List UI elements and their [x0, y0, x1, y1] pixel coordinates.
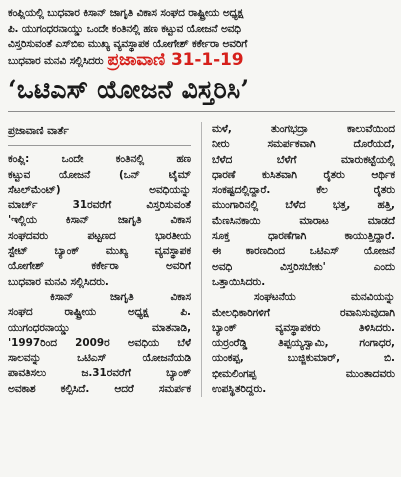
text-line: ಮೆಣಸಿನಕಾಯಿ ಮಾರಾಟ ಮಾಡದೆ [211, 214, 395, 227]
left-column [8, 122, 191, 397]
text-line: ನೀರು ಸಮರ್ಪಕವಾಗಿ ದೊರೆಯದೆ, [211, 138, 395, 151]
text-line: ಯೋಗೇಶ್ ಕರ್ಕೇರಾ ಅವರಿಗೆ [8, 260, 192, 273]
text-line: ಯಂಕಪ್ಪ, ಬುಜ್ಜಿಕುಮಾರ್, ಬಿ. [211, 352, 395, 365]
text-line: ಕಿಸಾನ್ ಜಾಗೃತಿ ವಿಕಾಸ [50, 290, 192, 303]
text-line: 'ಇಲ್ಲಿಯ ಕಿಸಾನ್ ಜಾಗೃತಿ ವಿಕಾಸ [8, 214, 192, 227]
text-line: ಸಾಲವನ್ನು ಒಟಿಎಸ್ ಯೋಜನೆಯಡಿ [8, 352, 192, 365]
caption-line: ಕಂಪ್ಲಿಯಲ್ಲಿ ಬುಧವಾರ ಕಿಸಾನ್ ಜಾಗೃತಿ ವಿಕಾಸ ಸಂಘದ ರಾಷ್ಟ್ರೀಯ ಅಧ್ಯಕ್ಷ [8, 7, 244, 19]
text-line: ಅವಧಿ ವಿಸ್ತರಿಸಬೇಕು' ಎಂದು [211, 260, 395, 273]
article-body [8, 122, 395, 397]
headline-rule [8, 111, 395, 112]
text-line: ಸ್ಟೇಟ್ ಬ್ಯಾಂಕ್ ಮುಖ್ಯ ವ್ಯವಸ್ಥಾಪಕ [8, 245, 192, 258]
text-line: ಕಟ್ಟುವ ಯೋಜನೆ (ಒನ್ ಟೈಮ್ [8, 168, 192, 181]
text-line: ಬೆಳೆದ ಬೆಳೆಗೆ ಮಾರುಕಟ್ಟೆಯಲ್ಲಿ [211, 153, 395, 166]
text-line: ಕಂಪ್ಲಿ: ಒಂದೇ ಕಂತಿನಲ್ಲಿ ಹಣ [8, 153, 192, 166]
caption-line: ಬುಧವಾರ ಮನವಿ ಸಲ್ಲಿಸಿದರು [8, 54, 104, 67]
text-line: ಯುಗಂಧರನಾಯ್ಡು ಮಾತನಾಡಿ, [8, 321, 192, 334]
text-line: ಮಳೆ, ತುಂಗಭದ್ರಾ ಕಾಲುವೆಯಿಂದ [211, 123, 395, 135]
text-line: ಒತ್ತಾಯಿಸಿದರು. [211, 275, 266, 288]
text-line: ಸಂಘದ ರಾಷ್ಟ್ರೀಯ ಅಧ್ಯಕ್ಷ ಪಿ. [8, 306, 192, 319]
text-line: ಉಪಸ್ಥಿತರಿದ್ದರು. [211, 383, 267, 396]
text-line: ಸಂಘಟನೆಯ ಮನವಿಯನ್ನು [253, 291, 395, 304]
text-line: ಪಾವತಿಸಲು ಜ.31ರವರೆಗೆ ಬ್ಯಾಂಕ್ [8, 367, 192, 380]
text-line: ಈ ಕಾರಣದಿಂದ ಒಟಿಎಸ್ ಯೋಜನೆ [211, 245, 395, 258]
text-line: ಅವಕಾಶ ಕಲ್ಪಿಸಿದೆ. ಆದರೆ ಸಮರ್ಪಕ [8, 382, 192, 395]
byline: ಪ್ರಜಾವಾಣಿ ವಾರ್ತೆ [8, 125, 69, 137]
text-line: ಬುಧವಾರ ಮನವಿ ಸಲ್ಲಿಸಿದರು. [8, 275, 109, 288]
caption-line-with-stamp [8, 49, 395, 70]
text-line: ಸಂಘದವರು ಪಟ್ಟಣದ ಭಾರತೀಯ [8, 229, 192, 242]
right-column [212, 122, 395, 397]
source-date-stamp: ಪ್ರಜಾವಾಣಿ 31-1-19 [107, 49, 244, 70]
headline: ‘ಒಟಿಎಸ್ ಯೋಜನೆ ವಿಸ್ತರಿಸಿ’ [8, 75, 250, 104]
text-line: ಮುಂಗಾರಿನಲ್ಲಿ ಬೆಳೆದ ಭತ್ತ, ಹತ್ತಿ, [211, 199, 395, 212]
text-line: ಧಾರಣೆ ಕುಸಿತವಾಗಿ ರೈತರು ಆರ್ಥಿಕ [211, 168, 395, 181]
text-line: ಮೇಲಧಿಕಾರಿಗಳಿಗೆ ರವಾನಿಸುವುದಾಗಿ [211, 306, 395, 319]
text-line: '1997ರಿಂದ 2009ರ ಅವಧಿಯ ಬೆಳೆ [8, 336, 192, 349]
byline-rule [8, 145, 191, 146]
photo-caption [8, 6, 395, 69]
text-line: ಸೆಟಲ್‌ಮೆಂಟ್) ಅವಧಿಯನ್ನು [8, 183, 192, 196]
text-line: ಬ್ಯಾಂಕ್ ವ್ಯವಸ್ಥಾಪಕರು ತಿಳಿಸಿದರು. [211, 321, 395, 334]
text-line: ಸೂಕ್ತ ಧಾರಣೆಗಾಗಿ ಕಾಯುತ್ತಿದ್ದಾರೆ. [211, 230, 395, 243]
text-line: ಮಾರ್ಚ್ 31ರವರೆಗೆ ವಿಸ್ತರಿಸುವಂತೆ [8, 199, 192, 212]
caption-line: ಪಿ. ಯುಗಂಧರನಾಯ್ಡು ಒಂದೇ ಕಂತಿನಲ್ಲಿ ಹಣ ಕಟ್ಟುವ ಯೋಜನೆ ಅವಧಿ [8, 22, 241, 35]
text-line: ಯರ್ರಂರೆಡ್ಡಿ ತಿಪ್ಪಯ್ಯಸ್ವಾಮಿ, ಗಂಗಾಧರ, [211, 337, 395, 350]
caption-line: ವಿಸ್ತರಿಸುವಂತೆ ಎಸ್‌ಬಿಐ ಮುಖ್ಯ ವ್ಯವಸ್ಥಾಪಕ ಯೋಗೇಶ್ ಕರ್ಕೇರಾ ಅವರಿಗೆ [8, 38, 248, 50]
text-line: ಸಂಕಷ್ಟದಲ್ಲಿದ್ದಾರೆ. ಕೆಲ ರೈತರು [211, 184, 395, 197]
text-line: ಭೀಮಲಿಂಗಪ್ಪ ಮುಂತಾದವರು [211, 367, 395, 380]
column-divider [201, 122, 202, 397]
